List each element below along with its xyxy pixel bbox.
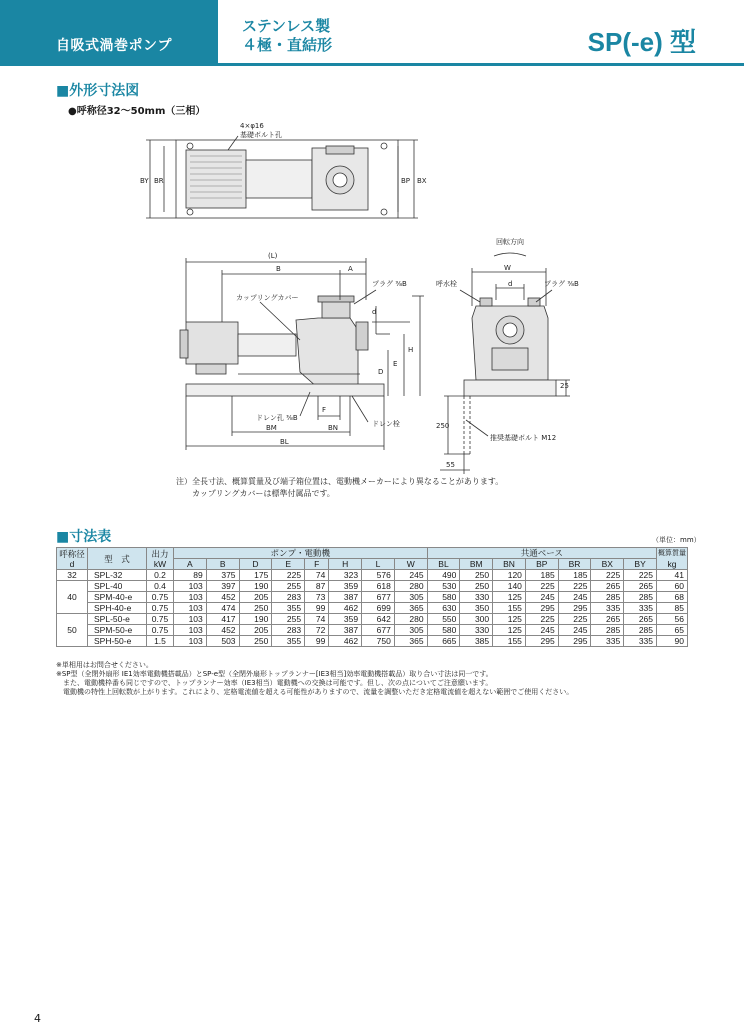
spec-line-2: ４極・直結形	[242, 36, 333, 54]
cell-value: 462	[329, 636, 362, 647]
cell-value: 677	[362, 592, 395, 603]
table-row	[57, 636, 688, 647]
label-coupling-cover: カップリングカバー	[236, 294, 299, 302]
cell-bore: 50	[57, 614, 88, 647]
cell-value: 350	[460, 603, 493, 614]
footnote-2: ※SP型（全閉外扇形 IE1効率電動機搭載品）とSP-e型（全閉外扇形トップランナー[IE3相当]効率電動機搭載品）取り合い寸法は同一です。	[56, 670, 493, 678]
cell-value: 305	[394, 625, 427, 636]
cell-value: 245	[525, 625, 558, 636]
cell-value: 103	[174, 581, 207, 592]
table-row	[57, 614, 688, 625]
top-view-coupling	[246, 160, 312, 198]
cell-power: 0.75	[147, 603, 174, 614]
cell-value: 72	[305, 625, 329, 636]
cell-model: SPL-32	[88, 570, 147, 581]
cell-value: 642	[362, 614, 395, 625]
cell-value: 205	[239, 625, 272, 636]
cell-value: 250	[460, 570, 493, 581]
cell-value: 417	[206, 614, 239, 625]
label-plug-2: プラグ ⅜B	[544, 280, 579, 288]
label-foundation-bolt: 推奨基礎ボルト M12	[490, 434, 557, 442]
cell-model: SPL-50-e	[88, 614, 147, 625]
cell-value: 140	[493, 581, 526, 592]
cell-value: 255	[272, 581, 305, 592]
cell-value: 387	[329, 592, 362, 603]
cell-value: 452	[206, 592, 239, 603]
cell-value: 265	[591, 581, 624, 592]
table-row	[57, 592, 688, 603]
cell-power: 0.75	[147, 625, 174, 636]
cell-value: 285	[591, 625, 624, 636]
header-mass: 概算質量 kg	[658, 549, 686, 569]
cell-value: 665	[427, 636, 460, 647]
cell-value: 245	[394, 570, 427, 581]
cell-value: 99	[305, 603, 329, 614]
category-title: 自吸式渦巻ポンプ	[56, 38, 172, 54]
label-bx: BX	[417, 177, 427, 185]
cell-value: 65	[657, 625, 688, 636]
label-vent: 呼水栓	[436, 280, 457, 288]
cell-value: 630	[427, 603, 460, 614]
cell-value: 365	[394, 636, 427, 647]
cell-value: 280	[394, 614, 427, 625]
cell-value: 335	[591, 603, 624, 614]
cell-value: 699	[362, 603, 395, 614]
cell-power: 0.4	[147, 581, 174, 592]
cell-value: 103	[174, 614, 207, 625]
cell-value: 103	[174, 636, 207, 647]
cell-value: 185	[525, 570, 558, 581]
cell-value: 550	[427, 614, 460, 625]
page-number: 4	[34, 1012, 41, 1025]
cell-value: 300	[460, 614, 493, 625]
cell-value: 250	[239, 603, 272, 614]
cell-value: 89	[174, 570, 207, 581]
table-row	[57, 625, 688, 636]
column-header-f: F	[305, 559, 329, 570]
label-d: d	[372, 308, 377, 316]
cell-value: 190	[239, 581, 272, 592]
cell-value: 285	[591, 592, 624, 603]
cell-value: 355	[272, 636, 305, 647]
cell-value: 359	[329, 581, 362, 592]
cell-value: 103	[174, 625, 207, 636]
outline-subtitle: ●呼称径32～50mm（三相）	[68, 106, 206, 117]
cell-value: 387	[329, 625, 362, 636]
footnotes	[56, 661, 573, 697]
column-header-bl: BL	[427, 559, 460, 570]
front-view-motor	[186, 322, 238, 364]
cell-value: 125	[493, 625, 526, 636]
unit-label: （単位：mm）	[652, 536, 701, 544]
column-header-b: B	[206, 559, 239, 570]
cell-value: 335	[624, 603, 657, 614]
header-model: 型 式	[88, 548, 147, 570]
label-25: 25	[560, 382, 569, 390]
front-view-base	[186, 384, 384, 396]
cell-value: 125	[493, 592, 526, 603]
cell-value: 295	[525, 636, 558, 647]
front-view-coupling-cover	[238, 334, 296, 356]
front-view-pump-casing	[296, 318, 358, 388]
label-by: BY	[140, 177, 149, 185]
label-BM: BM	[266, 424, 277, 432]
cell-value: 323	[329, 570, 362, 581]
cell-value: 295	[558, 636, 591, 647]
cell-value: 85	[657, 603, 688, 614]
cell-model: SPL-40	[88, 581, 147, 592]
cell-value: 185	[558, 570, 591, 581]
cell-value: 359	[329, 614, 362, 625]
cell-value: 462	[329, 603, 362, 614]
cell-model: SPM-50-e	[88, 625, 147, 636]
cell-value: 225	[272, 570, 305, 581]
cell-value: 225	[558, 614, 591, 625]
cell-value: 285	[624, 592, 657, 603]
cell-value: 60	[657, 581, 688, 592]
label-BN: BN	[328, 424, 339, 432]
cell-power: 0.75	[147, 592, 174, 603]
column-header-h: H	[329, 559, 362, 570]
header-base: 共通ベース	[427, 548, 656, 559]
side-view-base	[464, 380, 556, 396]
cell-value: 225	[591, 570, 624, 581]
label-plug-1: プラグ ⅜B	[372, 280, 407, 288]
cell-bore: 32	[57, 570, 88, 581]
cell-value: 283	[272, 592, 305, 603]
label-55: 55	[446, 461, 455, 469]
cell-value: 225	[525, 581, 558, 592]
label-br: BR	[154, 177, 164, 185]
top-view-motor	[186, 150, 246, 208]
dimension-table	[56, 547, 688, 647]
footnote-4: 電動機の特性上回転数が上がります。これにより、定格電流値を超える可能性がありますので、流量を調整いただき定格電流値を超えない範囲でご使用ください。	[56, 688, 574, 696]
outline-section-title: ■外形寸法図	[56, 83, 140, 99]
column-header-bx: BX	[591, 559, 624, 570]
cell-value: 103	[174, 592, 207, 603]
label-D: D	[378, 368, 384, 376]
column-header-bn: BN	[493, 559, 526, 570]
cell-bore: 40	[57, 581, 88, 614]
column-header-d: D	[239, 559, 272, 570]
cell-value: 335	[591, 636, 624, 647]
label-rotation: 回転方向	[496, 238, 524, 246]
header-bore: 呼称径 d	[57, 548, 88, 570]
cell-value: 103	[174, 603, 207, 614]
cell-value: 41	[657, 570, 688, 581]
table-row	[57, 581, 688, 592]
table-section-title: ■寸法表	[56, 529, 112, 545]
cell-value: 335	[624, 636, 657, 647]
cell-value: 618	[362, 581, 395, 592]
cell-value: 265	[624, 581, 657, 592]
column-header-by: BY	[624, 559, 657, 570]
footnote-1: ※単相用はお問合せください。	[56, 661, 153, 669]
header-pump-motor: ポンプ・電動機	[174, 548, 428, 559]
cell-value: 285	[624, 625, 657, 636]
cell-value: 375	[206, 570, 239, 581]
label-F: F	[322, 406, 327, 414]
table-row	[57, 570, 688, 581]
cell-value: 295	[525, 603, 558, 614]
column-header-bp: BP	[525, 559, 558, 570]
column-header-e: E	[272, 559, 305, 570]
label-drain-hole: ドレン孔 ⅜B	[256, 414, 298, 422]
cell-value: 225	[558, 581, 591, 592]
cell-value: 155	[493, 603, 526, 614]
cell-value: 385	[460, 636, 493, 647]
cell-value: 225	[525, 614, 558, 625]
drawing-note-line-1: 注）全長寸法、概算質量及び端子箱位置は、電動機メーカーにより異なることがあります。	[176, 477, 504, 486]
drawing-note	[176, 476, 503, 500]
cell-value: 225	[624, 570, 657, 581]
cell-power: 0.2	[147, 570, 174, 581]
cell-model: SPM-40-e	[88, 592, 147, 603]
cell-value: 265	[624, 614, 657, 625]
label-d-side: d	[508, 280, 513, 288]
cell-value: 73	[305, 592, 329, 603]
cell-value: 120	[493, 570, 526, 581]
label-L: (L)	[268, 252, 278, 260]
label-E: E	[393, 360, 398, 368]
label-250: 250	[436, 422, 450, 430]
label-W: W	[504, 264, 511, 272]
cell-value: 74	[305, 614, 329, 625]
label-bolt-holes: 4×φ16	[240, 122, 264, 130]
cell-value: 677	[362, 625, 395, 636]
cell-value: 250	[239, 636, 272, 647]
cell-model: SPH-50-e	[88, 636, 147, 647]
cell-value: 580	[427, 592, 460, 603]
label-B: B	[276, 265, 281, 273]
cell-value: 265	[591, 614, 624, 625]
cell-value: 283	[272, 625, 305, 636]
label-bp: BP	[401, 177, 411, 185]
cell-value: 68	[657, 592, 688, 603]
cell-power: 1.5	[147, 636, 174, 647]
cell-value: 576	[362, 570, 395, 581]
column-header-br: BR	[558, 559, 591, 570]
cell-value: 530	[427, 581, 460, 592]
cell-value: 295	[558, 603, 591, 614]
cell-value: 190	[239, 614, 272, 625]
cell-value: 255	[272, 614, 305, 625]
cell-value: 74	[305, 570, 329, 581]
column-header-w: W	[394, 559, 427, 570]
cell-value: 155	[493, 636, 526, 647]
cell-value: 305	[394, 592, 427, 603]
footnote-3: また、電動機枠番も同じですので、トップランナー効率（IE3相当）電動機への交換は可能です。但し、次の点についてご注意願います。	[56, 679, 493, 687]
column-header-l: L	[362, 559, 395, 570]
table-row	[57, 603, 688, 614]
cell-value: 474	[206, 603, 239, 614]
cell-value: 87	[305, 581, 329, 592]
cell-value: 250	[460, 581, 493, 592]
table-body	[57, 570, 688, 647]
drawing-note-line-2: カップリングカバーは標準付属品です。	[192, 489, 335, 498]
cell-value: 175	[239, 570, 272, 581]
cell-value: 452	[206, 625, 239, 636]
spec-line-1: ステンレス製	[242, 17, 331, 35]
label-drain-valve: ドレン栓	[372, 420, 400, 428]
header-power: 出力 kW	[147, 548, 174, 570]
cell-value: 205	[239, 592, 272, 603]
cell-value: 245	[558, 592, 591, 603]
cell-value: 56	[657, 614, 688, 625]
column-header-a: A	[174, 559, 207, 570]
cell-value: 125	[493, 614, 526, 625]
cell-value: 750	[362, 636, 395, 647]
cell-value: 503	[206, 636, 239, 647]
cell-value: 280	[394, 581, 427, 592]
cell-value: 245	[558, 625, 591, 636]
cell-value: 330	[460, 592, 493, 603]
label-BL: BL	[280, 438, 289, 446]
cell-power: 0.75	[147, 614, 174, 625]
cell-value: 580	[427, 625, 460, 636]
label-H: H	[408, 346, 414, 354]
cell-value: 365	[394, 603, 427, 614]
cell-value: 490	[427, 570, 460, 581]
cell-value: 245	[525, 592, 558, 603]
cell-value: 90	[657, 636, 688, 647]
cell-value: 355	[272, 603, 305, 614]
label-A: A	[348, 265, 353, 273]
model-title: SP(-e) 型	[587, 27, 696, 57]
cell-model: SPH-40-e	[88, 603, 147, 614]
cell-value: 397	[206, 581, 239, 592]
column-header-bm: BM	[460, 559, 493, 570]
cell-value: 99	[305, 636, 329, 647]
cell-value: 330	[460, 625, 493, 636]
label-bolt-holes-desc: 基礎ボルト孔	[240, 131, 282, 139]
